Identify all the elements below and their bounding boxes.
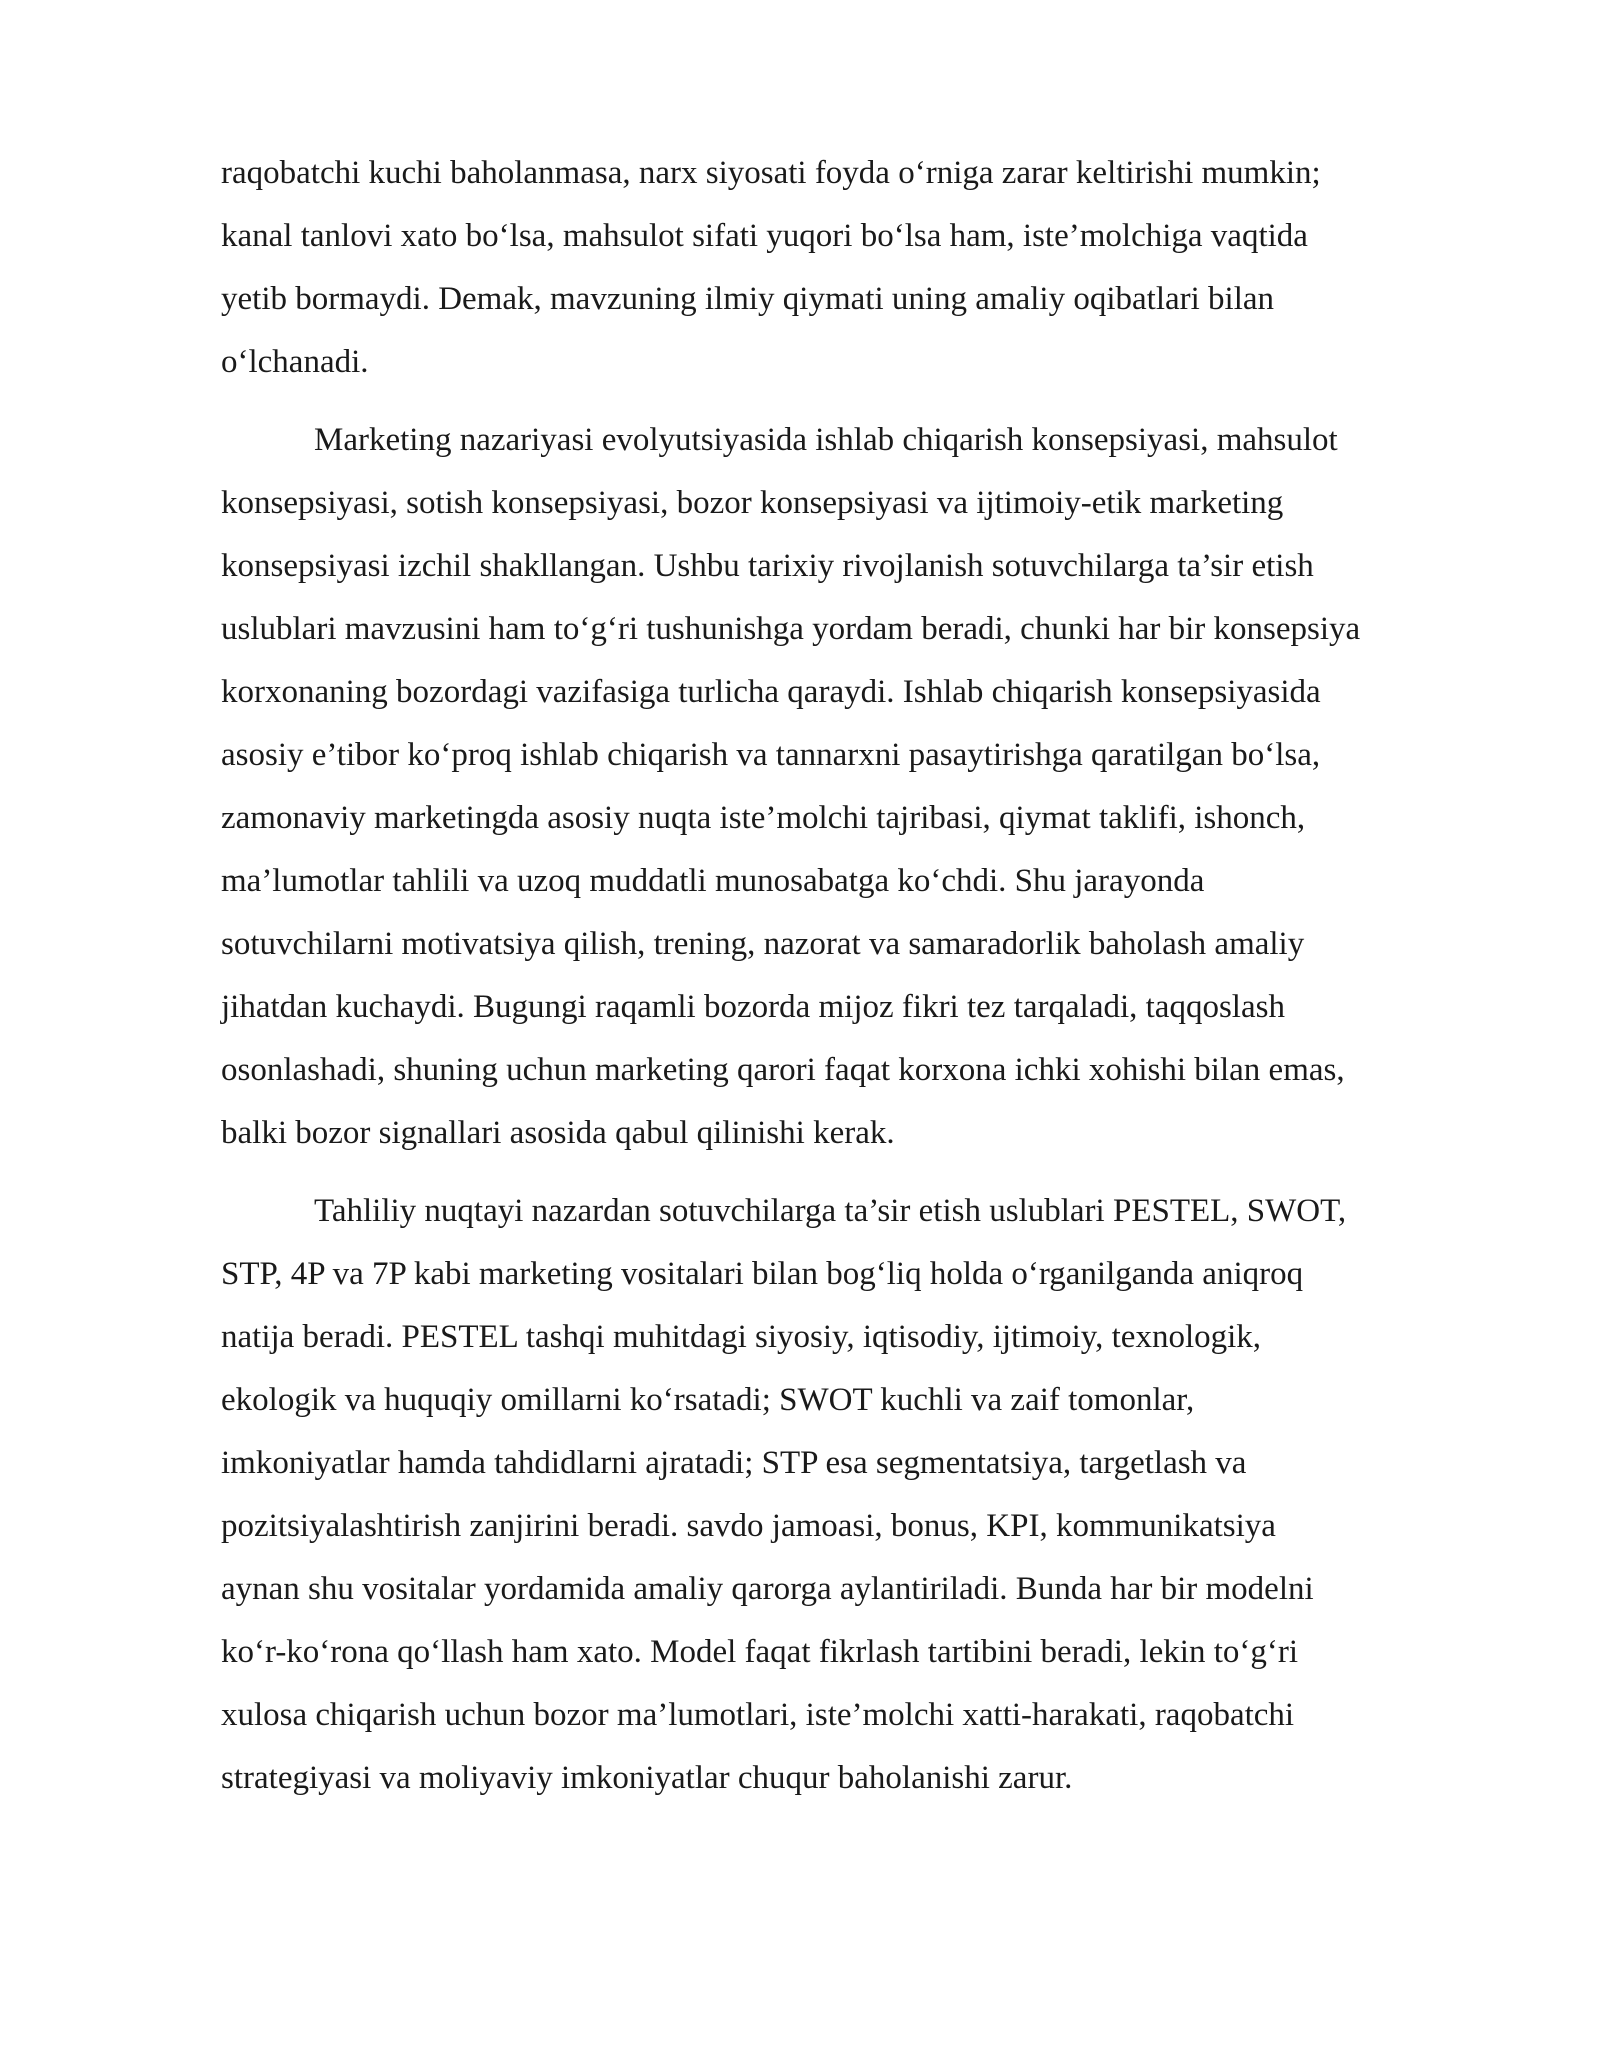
text-line: aynan shu vositalar yordamida amaliy qarorga aylantiriladi. Bunda har bir modelni: [221, 1571, 1314, 1607]
text-line: kanal tanlovi xato bo‘lsa, mahsulot sifati yuqori bo‘lsa ham, iste’molchiga vaqtida: [221, 218, 1308, 254]
text-line: strategiyasi va moliyaviy imkoniyatlar chuqur baholanishi zarur.: [221, 1760, 1073, 1796]
text-line: Tahliliy nuqtayi nazardan sotuvchilarga ta’sir etish uslublari PESTEL, SWOT,: [314, 1193, 1347, 1229]
text-line: osonlashadi, shuning uchun marketing qarori faqat korxona ichki xohishi bilan emas,: [221, 1052, 1345, 1088]
text-line: ko‘r-ko‘rona qo‘llash ham xato. Model faqat fikrlash tartibini beradi, lekin to‘g‘ri: [221, 1634, 1299, 1670]
text-line: uslublari mavzusini ham to‘g‘ri tushunishga yordam beradi, chunki har bir konsepsiya: [221, 611, 1361, 647]
text-line: STP, 4P va 7P kabi marketing vositalari bilan bog‘liq holda o‘rganilganda aniqroq: [221, 1256, 1304, 1292]
paragraph-2: [221, 409, 1501, 1165]
paragraph-1: [221, 142, 1501, 394]
text-line: yetib bormaydi. Demak, mavzuning ilmiy qiymati uning amaliy oqibatlari bilan: [221, 281, 1275, 317]
text-line: o‘lchanadi.: [221, 344, 369, 380]
text-line: xulosa chiqarish uchun bozor ma’lumotlari, iste’molchi xatti-harakati, raqobatchi: [221, 1697, 1295, 1733]
text-line: Marketing nazariyasi evolyutsiyasida ishlab chiqarish konsepsiyasi, mahsulot: [314, 422, 1338, 458]
text-line: balki bozor signallari asosida qabul qilinishi kerak.: [221, 1115, 895, 1151]
text-line: konsepsiyasi izchil shakllangan. Ushbu tarixiy rivojlanish sotuvchilarga ta’sir etish: [221, 548, 1314, 584]
text-line: asosiy e’tibor ko‘proq ishlab chiqarish va tannarxni pasaytirishga qaratilgan bo‘lsa,: [221, 737, 1321, 773]
text-line: konsepsiyasi, sotish konsepsiyasi, bozor konsepsiyasi va ijtimoiy-etik marketing: [221, 485, 1284, 521]
text-line: jihatdan kuchaydi. Bugungi raqamli bozorda mijoz fikri tez tarqaladi, taqqoslash: [221, 989, 1285, 1025]
text-line: korxonaning bozordagi vazifasiga turlicha qaraydi. Ishlab chiqarish konsepsiyasida: [221, 674, 1321, 710]
document-body: [221, 142, 1501, 1810]
text-line: sotuvchilarni motivatsiya qilish, trening, nazorat va samaradorlik baholash amaliy: [221, 926, 1305, 962]
text-line: ma’lumotlar tahlili va uzoq muddatli munosabatga ko‘chdi. Shu jarayonda: [221, 863, 1205, 899]
paragraph-3: [221, 1180, 1501, 1810]
text-line: natija beradi. PESTEL tashqi muhitdagi siyosiy, iqtisodiy, ijtimoiy, texnologik,: [221, 1319, 1262, 1355]
text-line: imkoniyatlar hamda tahdidlarni ajratadi; STP esa segmentatsiya, targetlash va: [221, 1445, 1247, 1481]
text-line: raqobatchi kuchi baholanmasa, narx siyosati foyda o‘rniga zarar keltirishi mumkin;: [221, 155, 1321, 191]
text-line: ekologik va huquqiy omillarni ko‘rsatadi; SWOT kuchli va zaif tomonlar,: [221, 1382, 1195, 1418]
text-line: pozitsiyalashtirish zanjirini beradi. savdo jamoasi, bonus, KPI, kommunikatsiya: [221, 1508, 1276, 1544]
text-line: zamonaviy marketingda asosiy nuqta iste’molchi tajribasi, qiymat taklifi, ishonch,: [221, 800, 1306, 836]
